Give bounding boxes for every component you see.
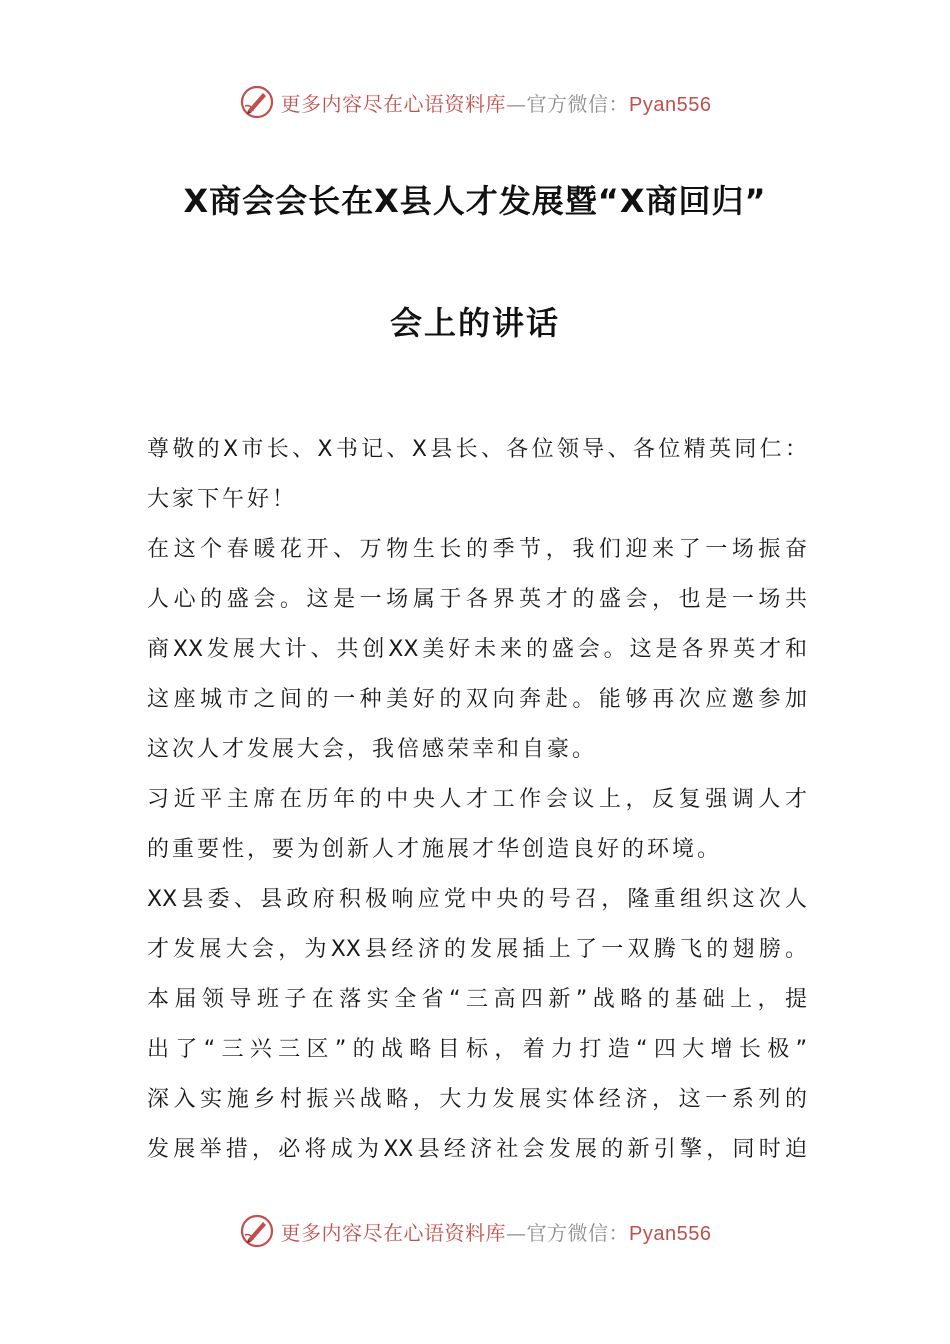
watermark-wechat-id: Pyan556 — [629, 1222, 712, 1245]
body-line: 本届领导班子在落实全省“三高四新”战略的基础上，提 — [147, 987, 807, 1012]
watermark-text — [281, 1217, 712, 1246]
watermark-text — [281, 88, 712, 117]
footer-watermark — [0, 1211, 950, 1251]
body-line: 商XX发展大计、共创XX美好未来的盛会。这是各界英才和 — [147, 637, 807, 662]
pen-circle-logo-icon — [239, 1213, 275, 1249]
body-line: 这座城市之间的一种美好的双向奔赴。能够再次应邀参加 — [147, 687, 807, 712]
body-line: 习近平主席在历年的中央人才工作会议上，反复强调人才 — [147, 787, 807, 812]
body-line: 人心的盛会。这是一场属于各界英才的盛会，也是一场共 — [147, 587, 807, 612]
body-line: 这次人才发展大会，我倍感荣幸和自豪。 — [147, 737, 598, 762]
body-line: 深入实施乡村振兴战略，大力发展实体经济，这一系列的 — [147, 1087, 807, 1112]
watermark-grey-text: —官方微信： — [506, 91, 630, 116]
body-line: 的重要性，要为创新人才施展才华创造良好的环境。 — [147, 837, 723, 862]
watermark-grey-text: —官方微信： — [506, 1220, 630, 1245]
watermark-red-text: 更多内容尽在心语资料库 — [280, 1220, 507, 1245]
body-line: 尊敬的X市长、X书记、X县长、各位领导、各位精英同仁： — [147, 437, 807, 462]
body-line: XX县委、县政府积极响应党中央的号召，隆重组织这次人 — [147, 887, 807, 912]
body-line: 发展举措，必将成为XX县经济社会发展的新引擎，同时迫 — [147, 1137, 807, 1162]
speech-body — [147, 425, 807, 1175]
document-title-line-1: X商会会长在X县人才发展暨“X商回归” — [183, 182, 767, 220]
body-line: 大家下午好！ — [147, 487, 298, 512]
document-title-line-2: 会上的讲话 — [389, 304, 560, 342]
header-watermark — [0, 82, 950, 122]
body-line: 出了“三兴三区”的战略目标，着力打造“四大增长极” — [147, 1037, 807, 1062]
watermark-red-text: 更多内容尽在心语资料库 — [280, 91, 507, 116]
pen-circle-logo-icon — [239, 84, 275, 120]
watermark-wechat-id: Pyan556 — [629, 93, 712, 116]
body-line: 在这个春暖花开、万物生长的季节，我们迎来了一场振奋 — [147, 537, 807, 562]
body-line: 才发展大会，为XX县经济的发展插上了一双腾飞的翅膀。 — [147, 937, 807, 962]
